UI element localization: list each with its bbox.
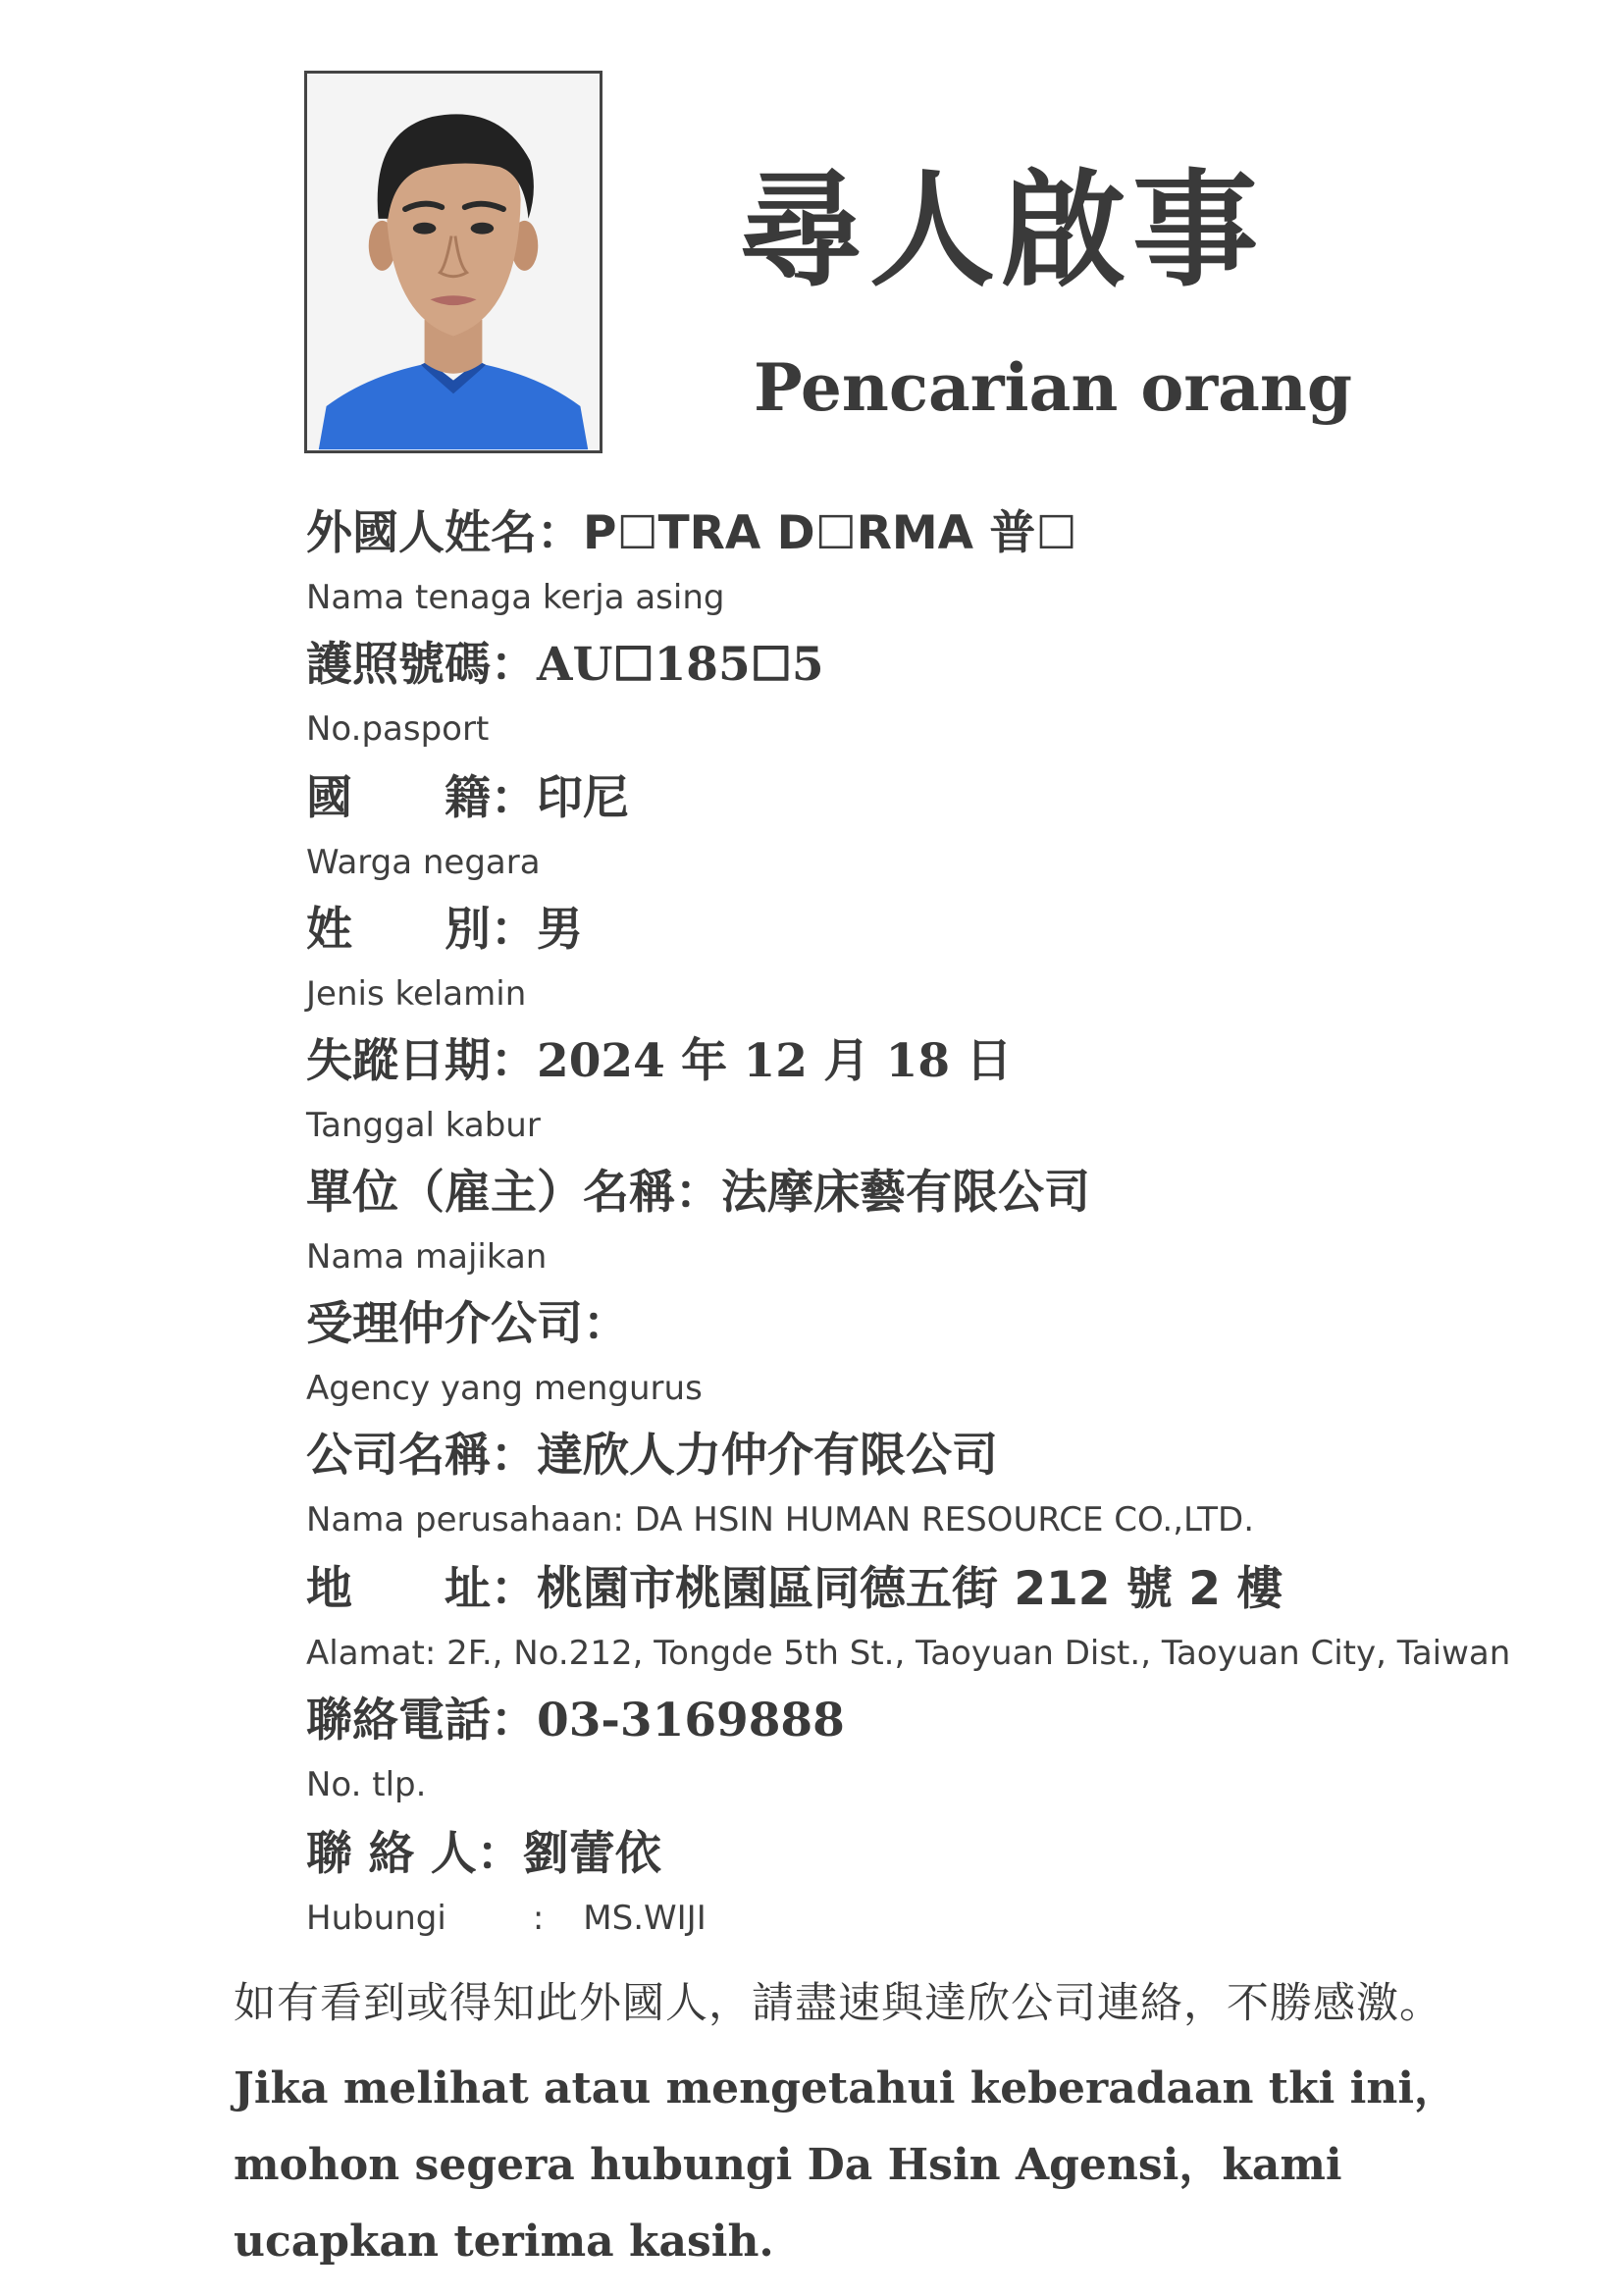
title-chinese: 尋人啟事 <box>738 158 1265 304</box>
field-zh-line <box>306 903 1533 957</box>
field-label: 地 址： <box>306 1562 537 1616</box>
field-passport-number <box>306 638 1533 749</box>
field-label: 單位（雇主）名稱： <box>306 1166 721 1220</box>
field-zh-line <box>306 1034 1533 1088</box>
notice-indonesian: Jika melihat atau mengetahui keberadaan tki ini，mohon segera hubungi Da Hsin Agensi，kami ucapkan terima kasih. <box>234 2063 1458 2267</box>
field-zh-line <box>306 1694 1533 1748</box>
field-label: 受理仲介公司： <box>306 1297 629 1351</box>
field-company-name <box>306 1429 1533 1539</box>
field-label: 國 籍： <box>306 771 537 825</box>
field-value: 法摩床藝有限公司 <box>721 1166 1090 1220</box>
field-indonesian-line <box>306 1899 1533 1938</box>
field-worker-name <box>306 506 1533 617</box>
field-address <box>306 1562 1533 1673</box>
field-value: AU☐185☐5 <box>537 638 824 692</box>
field-label: 聯絡電話： <box>306 1694 537 1748</box>
field-indonesian-label: No.pasport <box>306 709 490 749</box>
field-label: 公司名稱： <box>306 1429 537 1483</box>
title-indonesian: Pencarian orang <box>754 349 1353 426</box>
field-employer-name <box>306 1166 1533 1277</box>
field-indonesian-label: Agency yang mengurus <box>306 1369 703 1408</box>
field-indonesian-label: Tanggal kabur <box>306 1106 541 1145</box>
field-indonesian-label: Hubungi <box>306 1899 446 1938</box>
field-value: 桃園市桃園區同德五街 212 號 2 樓 <box>537 1562 1283 1616</box>
field-gender <box>306 903 1533 1014</box>
field-phone <box>306 1694 1533 1804</box>
field-indonesian-label: No. tlp. <box>306 1765 427 1804</box>
field-label: 姓 別： <box>306 903 537 957</box>
field-zh-line <box>306 506 1533 560</box>
field-label: 失蹤日期： <box>306 1034 537 1088</box>
notice-chinese: 如有看到或得知此外國人，請盡速與達欣公司連絡，不勝感激。 <box>234 1979 1442 2028</box>
field-label: 護照號碼： <box>306 638 537 692</box>
field-zh-line <box>306 771 1533 825</box>
field-nationality <box>306 771 1533 882</box>
field-value: 劉蕾依 <box>522 1827 661 1881</box>
field-zh-line <box>306 1562 1533 1616</box>
field-missing-date <box>306 1034 1533 1145</box>
field-value: 達欣人力仲介有限公司 <box>537 1429 998 1483</box>
field-label: 外國人姓名： <box>306 506 583 560</box>
field-value: 印尼 <box>537 771 629 825</box>
field-zh-line <box>306 1297 1533 1351</box>
field-indonesian-colon: : <box>532 1899 545 1938</box>
field-indonesian-label: Alamat: 2F., No.212, Tongde 5th St., Taoyuan Dist., Taoyuan City, Taiwan <box>306 1634 1511 1673</box>
field-indonesian-label: Nama perusahaan: DA HSIN HUMAN RESOURCE CO.,LTD. <box>306 1500 1255 1539</box>
field-agency <box>306 1297 1533 1408</box>
field-indonesian-label: Nama majikan <box>306 1237 548 1277</box>
field-zh-line <box>306 1429 1533 1483</box>
field-value: P☐TRA D☐RMA 普☐ <box>583 506 1077 560</box>
id-photo <box>304 71 602 453</box>
field-zh-line <box>306 638 1533 692</box>
field-value: 03-3169888 <box>537 1694 845 1748</box>
field-value: 2024 年 12 月 18 日 <box>537 1034 1013 1088</box>
field-value: 男 <box>537 903 583 957</box>
field-zh-line <box>306 1166 1533 1220</box>
field-indonesian-label: Jenis kelamin <box>306 974 527 1014</box>
field-label: 聯 絡 人： <box>306 1827 523 1881</box>
field-indonesian-label: Warga negara <box>306 843 541 882</box>
field-zh-line <box>306 1827 1533 1881</box>
field-indonesian-value: MS.WIJI <box>583 1899 707 1938</box>
field-contact-person <box>306 1827 1533 1938</box>
field-indonesian-label: Nama tenaga kerja asing <box>306 578 725 617</box>
